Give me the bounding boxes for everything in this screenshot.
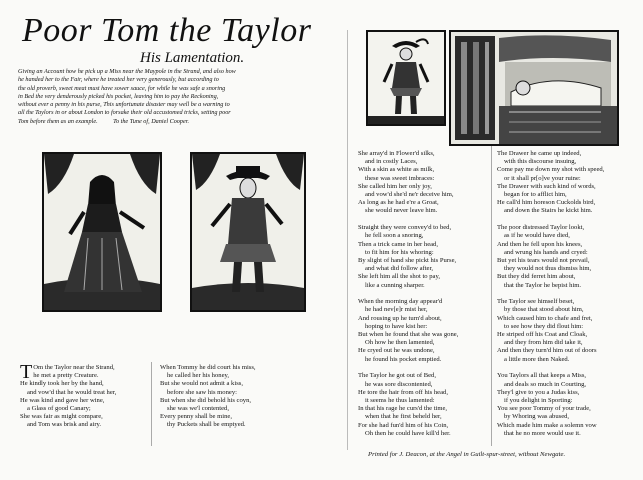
intro-line: all the Taylors in or about London to forsake their old accustomed tricks, setting poor xyxy=(18,109,231,117)
verse-line: by those that stood about him, xyxy=(504,306,584,314)
verse-line: he was sore discontented, xyxy=(365,380,433,388)
verse-line: and wrung his hands and cryed: xyxy=(504,248,588,256)
verse-line: In that his rage he curs'd the time, xyxy=(358,405,448,413)
verse-line: when that he first beheld her, xyxy=(365,413,442,421)
verse-line: as if he would have died, xyxy=(504,232,570,240)
verse-line: But they did ferret him about, xyxy=(497,273,576,281)
verse-column-3 xyxy=(358,150,490,447)
verse-line: He was kind and gave her wine, xyxy=(20,396,105,404)
stanza xyxy=(497,298,637,364)
stanza xyxy=(358,372,490,438)
verse-line: You Taylors all that keeps a Miss, xyxy=(497,372,587,380)
verse-line: The Taylor he got out of Bed, xyxy=(358,372,436,380)
column-divider xyxy=(491,146,492,446)
verse-line: She called him her only joy, xyxy=(358,182,432,190)
stanza xyxy=(20,361,148,430)
verse-line: and in costly Laces, xyxy=(365,158,418,166)
verse-line: She array'd in Flower'd silks, xyxy=(358,150,435,157)
verse-line: When Tommy he did court his miss, xyxy=(160,364,256,371)
woodcut-gallant xyxy=(366,30,446,126)
verse-line: By slight of hand she pickt his Purse, xyxy=(358,256,457,264)
verse-line: a Glass of good Canary; xyxy=(27,405,91,413)
verse-line: he met a pretty Creature. xyxy=(33,372,99,380)
verse-line: she was we'l contented, xyxy=(167,405,229,413)
verse-line: He call'd him horeson Cuckolds bird, xyxy=(497,199,596,207)
verse-line: But she would not admit a kiss, xyxy=(160,380,243,388)
verse-line: And then he fell upon his knees, xyxy=(497,240,583,248)
verse-line: She was fair as might compare, xyxy=(20,413,103,421)
column-divider xyxy=(151,362,152,446)
verse-line: The poor distressed Taylor lookt, xyxy=(497,224,585,232)
verse-line: and vow'd that he would treat her, xyxy=(27,388,117,396)
printer-imprint: Printed for J. Deacon, at the Angel in Guilt-spur-street, without Newgate. xyxy=(368,451,566,458)
verse-line: to see how they did flout him: xyxy=(504,322,584,330)
verse-line: The Drawer he came up indeed, xyxy=(497,150,582,157)
verse-line: The Taylor see himself beset, xyxy=(497,298,575,306)
stanza xyxy=(497,224,637,290)
verse-line: Om the Taylor near the Strand, xyxy=(33,364,115,371)
ballad-subtitle: His Lamentation. xyxy=(140,50,245,66)
stanza xyxy=(160,364,300,430)
verse-line: Which caused him to chafe and fret, xyxy=(497,314,593,322)
verse-line: Then a trick came in her head, xyxy=(358,240,439,248)
drop-cap-letter: T xyxy=(20,361,33,383)
verse-line: But yet his tears would not prevail, xyxy=(497,256,590,264)
woodcut-bedchamber xyxy=(449,30,619,146)
verse-line: He kindly took her by the hand, xyxy=(20,380,104,388)
verse-line: these was sweet imbraces: xyxy=(365,174,435,182)
verse-line: like a cunning sharper. xyxy=(365,281,425,289)
verse-line: And rousing up he turn'd about, xyxy=(358,314,442,322)
verse-line: it seems he thus lamented: xyxy=(365,396,435,404)
intro-line: without ever a penny in his purse, This unfortunate disaster may well be a warning to xyxy=(18,101,230,109)
verse-line: For she had fun'd him of his Coin, xyxy=(358,421,449,429)
verse-line: and what did follow after, xyxy=(365,265,434,273)
verse-line: Oh how he then lamented, xyxy=(365,339,435,347)
stanza xyxy=(358,298,490,364)
verse-line: They'l give to you a Judas kiss, xyxy=(497,388,580,396)
man-figure-image xyxy=(192,154,304,310)
verse-column-2 xyxy=(160,364,300,438)
verse-line: As long as he had e're a Groat, xyxy=(358,199,439,207)
verse-column-4 xyxy=(497,150,637,447)
stanza xyxy=(358,150,490,216)
stanza xyxy=(497,150,637,216)
verse-line: thy Puckets shall be emptyed. xyxy=(167,421,246,429)
verse-line: he called her his honey, xyxy=(167,372,230,380)
verse-line: a little more then Naked. xyxy=(504,355,570,363)
verse-line: Oh then he could have kill'd her. xyxy=(365,429,451,437)
verse-line: he fell soon a snoring, xyxy=(365,232,424,240)
verse-line: before she saw his money: xyxy=(167,388,237,396)
gallant-figure-image xyxy=(368,32,444,124)
verse-line: Straight they were convey'd to bed, xyxy=(358,224,452,232)
verse-line: But when he found that she was gone, xyxy=(358,331,459,339)
verse-line: that the Taylor he bepist him. xyxy=(504,281,582,289)
intro-line: the old proverb, sweet meat must have sower sauce, for while he was safe a snoring xyxy=(18,84,226,92)
verse-line: if you delight in Sporting: xyxy=(504,396,573,404)
verse-line: and vow'd she'd ne'r deceive him, xyxy=(365,191,454,199)
verse-column-1 xyxy=(20,361,148,438)
verse-line: or it shall pr[o]ve your ruine: xyxy=(504,174,581,182)
verse-line: she would never leave him. xyxy=(365,207,438,215)
verse-line: and deals so much in Courting, xyxy=(504,380,587,388)
verse-line: She left him all the shot to pay, xyxy=(358,273,440,281)
verse-line: The Drawer with such kind of words, xyxy=(497,182,596,190)
verse-line: But when she did behold his coyn, xyxy=(160,396,252,404)
verse-line: He striped off his Coat and Cloak, xyxy=(497,331,588,339)
verse-line: hoping to have kist her: xyxy=(365,322,428,330)
ballad-title: Poor Tom the Taylor xyxy=(22,12,312,49)
verse-line: he had nev[e]r mist her, xyxy=(365,306,428,314)
intro-line: in Bed the very denderously picked his pocket, leaving him to pay the Reckoning, xyxy=(18,92,219,100)
woodcut-man-hat xyxy=(190,152,306,312)
verse-line: When the morning day appear'd xyxy=(358,298,443,306)
intro-line: Tom before them as an example. To the Tune of, Daniel Cooper. xyxy=(18,117,190,125)
woodcut-lady xyxy=(42,152,162,312)
verse-line: and Tom was brisk and airy. xyxy=(27,421,102,429)
verse-line: He cryed out he was undone, xyxy=(358,347,435,355)
bedchamber-scene-image xyxy=(451,32,617,144)
verse-line: began for to afflict him, xyxy=(504,191,567,199)
verse-line: With a skin as white as milk, xyxy=(358,166,435,174)
ballad-introduction xyxy=(18,68,336,126)
stanza xyxy=(358,224,490,290)
verse-line: Which made him make a solemn vow xyxy=(497,421,597,429)
verse-line: that he no more would use it. xyxy=(504,429,581,437)
verse-line: Come pay me down my shot with speed, xyxy=(497,166,605,174)
verse-line: with this discourse insuing, xyxy=(504,158,577,166)
verse-line: You see poor Tommy of your trade, xyxy=(497,405,591,413)
verse-line: to fit him for his whoring: xyxy=(365,248,434,256)
stanza xyxy=(497,372,637,438)
verse-line: He tore the hair from off his head, xyxy=(358,388,448,396)
intro-line: he handed her to the Fair, where he treated her very generously, but according to xyxy=(18,76,219,84)
verse-line: and they from him did take it, xyxy=(504,339,583,347)
column-divider xyxy=(347,30,348,450)
intro-line: Giving an Account how he pick up a Miss near the Maypole in the Strand, and also how xyxy=(18,68,236,75)
verse-line: and down the Stairs he kickt him. xyxy=(504,207,593,215)
verse-line: Every penny shall be mine, xyxy=(160,413,232,421)
verse-line: he found his pocket emptied. xyxy=(365,355,442,363)
verse-line: And then they turn'd him out of doors xyxy=(497,347,597,355)
verse-line: they would not thus dismiss him, xyxy=(504,265,592,273)
verse-line: by Whoring was abused, xyxy=(504,413,570,421)
lady-figure-image xyxy=(44,154,160,310)
